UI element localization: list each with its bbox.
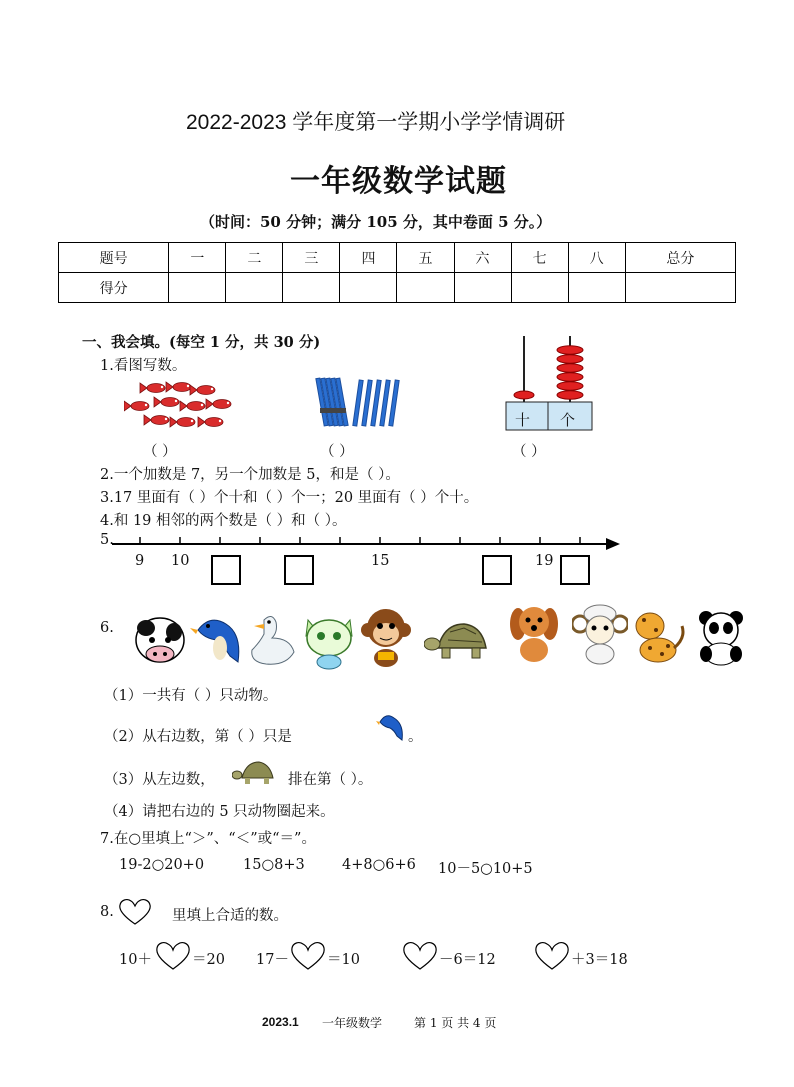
heart-answer-icon[interactable]: [402, 940, 438, 972]
heart-answer-icon[interactable]: [290, 940, 326, 972]
score-cell: 一: [169, 243, 226, 273]
fish-icon: [166, 382, 191, 392]
penguin-bird-icon: [190, 612, 246, 670]
duck-icon: [246, 612, 298, 670]
score-input-cell[interactable]: [511, 273, 568, 303]
question-8-label: 8.: [100, 904, 114, 920]
compare-item: 19-2○20+0: [119, 857, 205, 873]
score-cell: 题号: [59, 243, 169, 273]
heart-answer-icon[interactable]: [534, 940, 570, 972]
fish-icon: [206, 399, 231, 409]
score-table-score-row: [59, 273, 736, 303]
compare-item: 4+8○6+6: [342, 857, 416, 873]
question-7: 7.在○里填上“＞”、“＜”或“＝”。: [100, 831, 316, 847]
answer-blank[interactable]: （ ）: [512, 444, 546, 460]
answer-blank[interactable]: （ ）: [320, 444, 354, 460]
answer-blank[interactable]: （ ）: [143, 444, 177, 460]
sticks-picture: [314, 374, 404, 432]
turtle-inline-icon: [232, 758, 278, 786]
question-5-label: 5.: [100, 532, 114, 548]
heart-eq-pre: 10＋: [119, 952, 152, 968]
score-cell: 八: [568, 243, 625, 273]
question-6-2: （2）从右边数，第（ ）只是: [104, 729, 292, 745]
fish-icon: [144, 415, 169, 425]
heart-answer-icon[interactable]: [155, 940, 191, 972]
score-cell: 得分: [59, 273, 169, 303]
heart-eq-post: ＋3＝18: [571, 952, 628, 968]
score-input-cell[interactable]: [226, 273, 283, 303]
numberline-answer-box[interactable]: [284, 555, 314, 585]
score-table: [58, 242, 736, 303]
question-6-1: （1）一共有（ ）只动物。: [104, 688, 278, 704]
heart-eq-post: ＝20: [192, 952, 225, 968]
score-cell: 三: [283, 243, 340, 273]
question-1: 1.看图写数。: [100, 358, 187, 374]
question-6-3: （3）从左边数，: [104, 772, 215, 788]
question-2: 2.一个加数是 7，另一个加数是 5，和是（ ）。: [100, 467, 400, 483]
question-6-4: （4）请把右边的 5 只动物圈起来。: [104, 804, 335, 820]
question-8-text: 里填上合适的数。: [172, 908, 288, 924]
numberline-label: 15: [371, 553, 390, 569]
fish-icon: [190, 385, 215, 395]
footer-date: 2023.1: [262, 1015, 299, 1029]
heart-icon: [118, 897, 152, 927]
footer-page: 第 1 页 共 4 页: [414, 1016, 497, 1030]
stick-bundle-icon: [316, 378, 348, 426]
fish-icon: [180, 401, 205, 411]
numberline-label: 19: [535, 553, 554, 569]
footer-subject: 一年级数学: [322, 1016, 383, 1030]
cow-icon: [130, 610, 190, 668]
numberline-answer-box[interactable]: [482, 555, 512, 585]
score-cell: 五: [397, 243, 454, 273]
single-sticks-icon: [353, 380, 399, 426]
exam-note: （时间：50 分钟；满分 105 分，其中卷面 5 分。）: [200, 213, 552, 231]
score-input-cell[interactable]: [568, 273, 625, 303]
section-heading: 一、我会填。(每空 1 分，共 30 分): [82, 334, 321, 351]
score-cell: 二: [226, 243, 283, 273]
score-input-cell[interactable]: [169, 273, 226, 303]
exam-subtitle: 2022-2023 学年度第一学期小学学情调研: [186, 111, 566, 134]
fish-icon: [124, 401, 149, 411]
compare-item: 10－5○10+5: [438, 861, 533, 877]
panda-icon: [694, 608, 748, 666]
score-input-cell[interactable]: [340, 273, 397, 303]
turtle-icon: [424, 618, 494, 664]
score-cell: 七: [511, 243, 568, 273]
fish-icon: [198, 417, 223, 427]
compare-item: 15○8+3: [243, 857, 305, 873]
question-6-label: 6.: [100, 620, 114, 636]
heart-eq-pre: 17－: [256, 952, 289, 968]
fish-icon: [140, 383, 165, 393]
score-cell: 四: [340, 243, 397, 273]
score-input-cell[interactable]: [625, 273, 735, 303]
numberline-label: 9: [135, 553, 145, 569]
leopard-icon: [630, 608, 688, 666]
exam-title: 一年级数学试题: [290, 164, 507, 199]
sheep-icon: [572, 600, 628, 666]
heart-eq-post: ＝10: [327, 952, 360, 968]
score-input-cell[interactable]: [283, 273, 340, 303]
dog-icon: [508, 602, 560, 666]
cat-icon: [302, 610, 356, 670]
numberline-label: 10: [171, 553, 190, 569]
numberline-answer-box[interactable]: [560, 555, 590, 585]
score-input-cell[interactable]: [454, 273, 511, 303]
heart-eq-post: －6＝12: [439, 952, 496, 968]
question-6-2-end: 。: [408, 729, 423, 745]
monkey-icon: [360, 604, 412, 668]
score-table-header-row: [59, 243, 736, 273]
score-cell: 六: [454, 243, 511, 273]
question-3: 3.17 里面有（ ）个十和（ ）个一；20 里面有（ ）个十。: [100, 490, 479, 506]
fish-icon: [154, 397, 179, 407]
numberline-answer-box[interactable]: [211, 555, 241, 585]
question-6-3-end: 排在第（ ）。: [288, 772, 373, 788]
abacus-ones-label: 个: [560, 411, 576, 429]
score-cell: 总分: [625, 243, 735, 273]
question-4: 4.和 19 相邻的两个数是（ ）和（ ）。: [100, 513, 347, 529]
abacus-tens-label: 十: [515, 411, 531, 429]
fish-icon: [170, 417, 195, 427]
number-line: [112, 534, 622, 554]
bird-inline-icon: [376, 712, 406, 742]
fish-picture: [124, 380, 236, 432]
score-input-cell[interactable]: [397, 273, 454, 303]
